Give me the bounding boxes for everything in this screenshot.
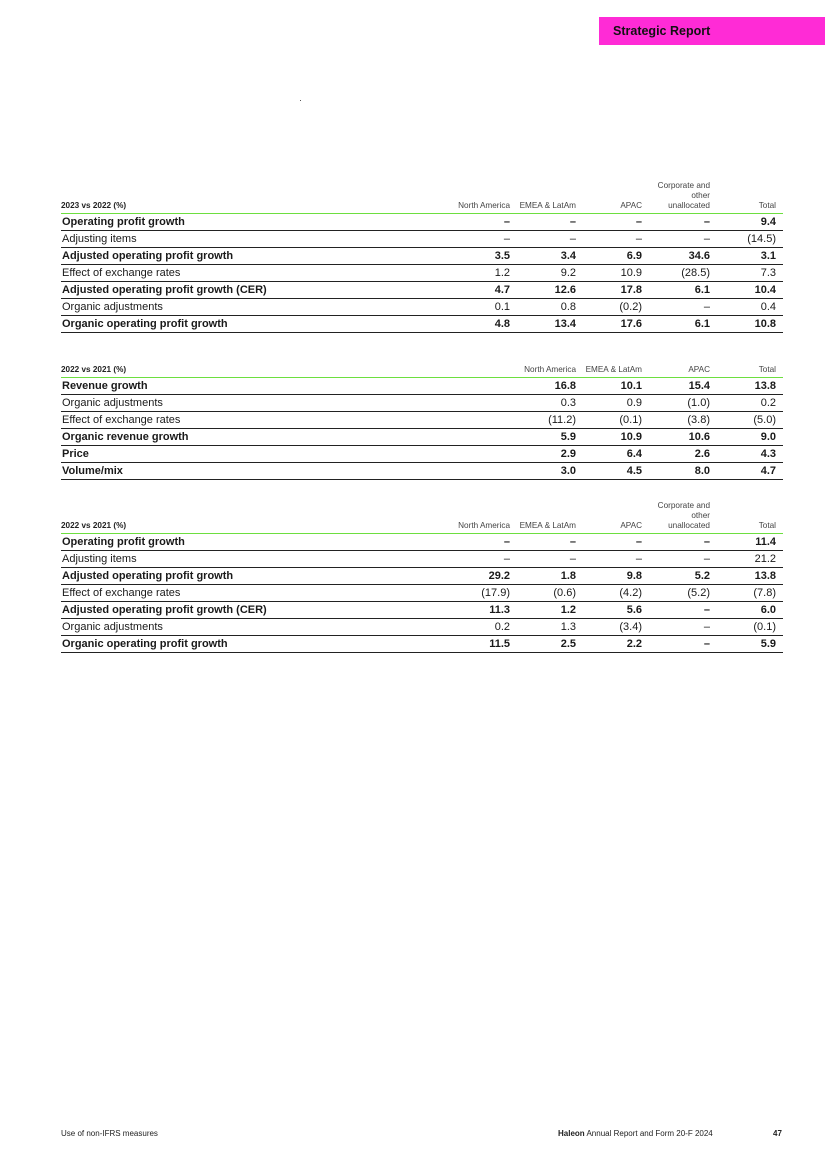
footer-report-title: Annual Report and Form 20-F 2024 — [586, 1129, 713, 1138]
cell-value: 5.6 — [583, 601, 649, 618]
row-label: Revenue growth — [61, 377, 451, 394]
row-label: Adjusted operating profit growth — [61, 567, 451, 584]
cell-value: 21.2 — [717, 550, 783, 567]
cell-value: 11.5 — [451, 635, 517, 652]
cell-value: (4.2) — [583, 584, 649, 601]
cell-value: (0.2) — [583, 298, 649, 315]
cell-value: – — [517, 533, 583, 550]
cell-value: – — [649, 230, 717, 247]
table-row — [61, 601, 783, 618]
cell-value: (28.5) — [649, 264, 717, 281]
cell-value: 0.1 — [451, 298, 517, 315]
row-label: Organic adjustments — [61, 298, 451, 315]
table-title: 2022 vs 2021 (%) — [61, 498, 451, 533]
cell-value: (5.2) — [649, 584, 717, 601]
cell-value: 2.6 — [649, 445, 717, 462]
column-header: North America — [451, 498, 517, 533]
column-header: North America — [451, 178, 517, 213]
table-row — [61, 298, 783, 315]
cell-value: 10.6 — [649, 428, 717, 445]
section-tag: Strategic Report — [599, 17, 825, 45]
table-row — [61, 533, 783, 550]
cell-value: – — [517, 230, 583, 247]
table-row — [61, 618, 783, 635]
row-label: Effect of exchange rates — [61, 411, 451, 428]
row-label: Organic operating profit growth — [61, 635, 451, 652]
column-header: Total — [717, 178, 783, 213]
cell-value: – — [649, 533, 717, 550]
row-label: Organic revenue growth — [61, 428, 451, 445]
table-2022-vs-2021-operating-profit — [61, 498, 783, 653]
table-row — [61, 315, 783, 332]
cell-value: (7.8) — [717, 584, 783, 601]
table-row — [61, 445, 783, 462]
column-header: EMEA & LatAm — [517, 178, 583, 213]
cell-value: 16.8 — [451, 377, 583, 394]
cell-value: (11.2) — [451, 411, 583, 428]
table-row — [61, 567, 783, 584]
cell-value: (0.1) — [583, 411, 649, 428]
cell-value: 1.2 — [451, 264, 517, 281]
cell-value: 4.8 — [451, 315, 517, 332]
row-label: Organic adjustments — [61, 618, 451, 635]
column-header: EMEA & LatAm — [517, 498, 583, 533]
cell-value: – — [451, 230, 517, 247]
cell-value: 5.9 — [717, 635, 783, 652]
cell-value: 10.9 — [583, 428, 649, 445]
cell-value: 0.9 — [583, 394, 649, 411]
column-header: EMEA & LatAm — [583, 351, 649, 377]
row-label: Adjusted operating profit growth (CER) — [61, 281, 451, 298]
footer-brand: Haleon — [558, 1129, 585, 1138]
row-label: Adjusted operating profit growth — [61, 247, 451, 264]
cell-value: 10.1 — [583, 377, 649, 394]
row-label: Adjusting items — [61, 230, 451, 247]
cell-value: (0.6) — [517, 584, 583, 601]
cell-value: (3.4) — [583, 618, 649, 635]
cell-value: – — [451, 550, 517, 567]
cell-value: 7.3 — [717, 264, 783, 281]
cell-value: 9.0 — [717, 428, 783, 445]
cell-value: 0.8 — [517, 298, 583, 315]
cell-value: 0.2 — [717, 394, 783, 411]
row-label: Organic adjustments — [61, 394, 451, 411]
cell-value: 6.1 — [649, 315, 717, 332]
cell-value: (3.8) — [649, 411, 717, 428]
cell-value: 4.7 — [451, 281, 517, 298]
cell-value: 13.8 — [717, 377, 783, 394]
cell-value: 6.0 — [717, 601, 783, 618]
row-label: Price — [61, 445, 451, 462]
cell-value: 10.8 — [717, 315, 783, 332]
cell-value: – — [517, 550, 583, 567]
cell-value: 5.2 — [649, 567, 717, 584]
cell-value: 3.0 — [451, 462, 583, 479]
table-title: 2022 vs 2021 (%) — [61, 351, 451, 377]
cell-value: 0.3 — [451, 394, 583, 411]
cell-value: – — [451, 533, 517, 550]
cell-value: 15.4 — [649, 377, 717, 394]
table-row — [61, 411, 783, 428]
stray-dot — [300, 100, 301, 101]
table-title: 2023 vs 2022 (%) — [61, 178, 451, 213]
table-row — [61, 550, 783, 567]
cell-value: 2.9 — [451, 445, 583, 462]
cell-value: – — [583, 230, 649, 247]
row-label: Organic operating profit growth — [61, 315, 451, 332]
cell-value: (17.9) — [451, 584, 517, 601]
column-header: Corporate and other unallocated — [649, 498, 717, 533]
column-header: Total — [717, 498, 783, 533]
table-2023-vs-2022-operating-profit — [61, 178, 783, 333]
cell-value: 3.1 — [717, 247, 783, 264]
cell-value: – — [583, 213, 649, 230]
cell-value: 4.7 — [717, 462, 783, 479]
column-header: APAC — [583, 498, 649, 533]
cell-value: 1.2 — [517, 601, 583, 618]
cell-value: 6.4 — [583, 445, 649, 462]
table-2022-vs-2021-revenue — [61, 351, 783, 480]
cell-value: 1.3 — [517, 618, 583, 635]
table-row — [61, 584, 783, 601]
cell-value: 2.2 — [583, 635, 649, 652]
table-row — [61, 428, 783, 445]
cell-value: 6.9 — [583, 247, 649, 264]
cell-value: – — [649, 601, 717, 618]
cell-value: 3.4 — [517, 247, 583, 264]
column-header: Corporate and other unallocated — [649, 178, 717, 213]
row-label: Operating profit growth — [61, 533, 451, 550]
row-label: Operating profit growth — [61, 213, 451, 230]
table-row — [61, 377, 783, 394]
cell-value: 10.9 — [583, 264, 649, 281]
cell-value: 12.6 — [517, 281, 583, 298]
cell-value: 2.5 — [517, 635, 583, 652]
cell-value: 17.8 — [583, 281, 649, 298]
table-row — [61, 462, 783, 479]
table-row — [61, 281, 783, 298]
cell-value: 13.8 — [717, 567, 783, 584]
cell-value: 13.4 — [517, 315, 583, 332]
cell-value: – — [649, 213, 717, 230]
column-header: APAC — [583, 178, 649, 213]
row-label: Adjusted operating profit growth (CER) — [61, 601, 451, 618]
cell-value: 9.8 — [583, 567, 649, 584]
cell-value: (14.5) — [717, 230, 783, 247]
cell-value: 11.4 — [717, 533, 783, 550]
cell-value: 0.2 — [451, 618, 517, 635]
cell-value: 11.3 — [451, 601, 517, 618]
column-header: APAC — [649, 351, 717, 377]
row-label: Effect of exchange rates — [61, 264, 451, 281]
row-label: Effect of exchange rates — [61, 584, 451, 601]
cell-value: – — [583, 550, 649, 567]
row-label: Adjusting items — [61, 550, 451, 567]
cell-value: 9.2 — [517, 264, 583, 281]
cell-value: – — [451, 213, 517, 230]
column-header: Total — [717, 351, 783, 377]
table-row — [61, 247, 783, 264]
cell-value: – — [517, 213, 583, 230]
cell-value: 8.0 — [649, 462, 717, 479]
cell-value: 17.6 — [583, 315, 649, 332]
cell-value: (0.1) — [717, 618, 783, 635]
table-row — [61, 213, 783, 230]
cell-value: 34.6 — [649, 247, 717, 264]
footer-report — [558, 1129, 713, 1138]
table-row — [61, 264, 783, 281]
cell-value: 4.5 — [583, 462, 649, 479]
cell-value: – — [649, 550, 717, 567]
cell-value: 9.4 — [717, 213, 783, 230]
row-label: Volume/mix — [61, 462, 451, 479]
cell-value: – — [649, 618, 717, 635]
cell-value: 4.3 — [717, 445, 783, 462]
column-header: North America — [451, 351, 583, 377]
cell-value: 1.8 — [517, 567, 583, 584]
table-row — [61, 230, 783, 247]
cell-value: 29.2 — [451, 567, 517, 584]
cell-value: 0.4 — [717, 298, 783, 315]
page-number: 47 — [773, 1129, 782, 1138]
footer-section-label: Use of non-IFRS measures — [61, 1129, 158, 1138]
cell-value: – — [583, 533, 649, 550]
cell-value: (5.0) — [717, 411, 783, 428]
cell-value: – — [649, 635, 717, 652]
table-row — [61, 635, 783, 652]
cell-value: 3.5 — [451, 247, 517, 264]
cell-value: – — [649, 298, 717, 315]
cell-value: (1.0) — [649, 394, 717, 411]
cell-value: 5.9 — [451, 428, 583, 445]
cell-value: 6.1 — [649, 281, 717, 298]
table-row — [61, 394, 783, 411]
cell-value: 10.4 — [717, 281, 783, 298]
